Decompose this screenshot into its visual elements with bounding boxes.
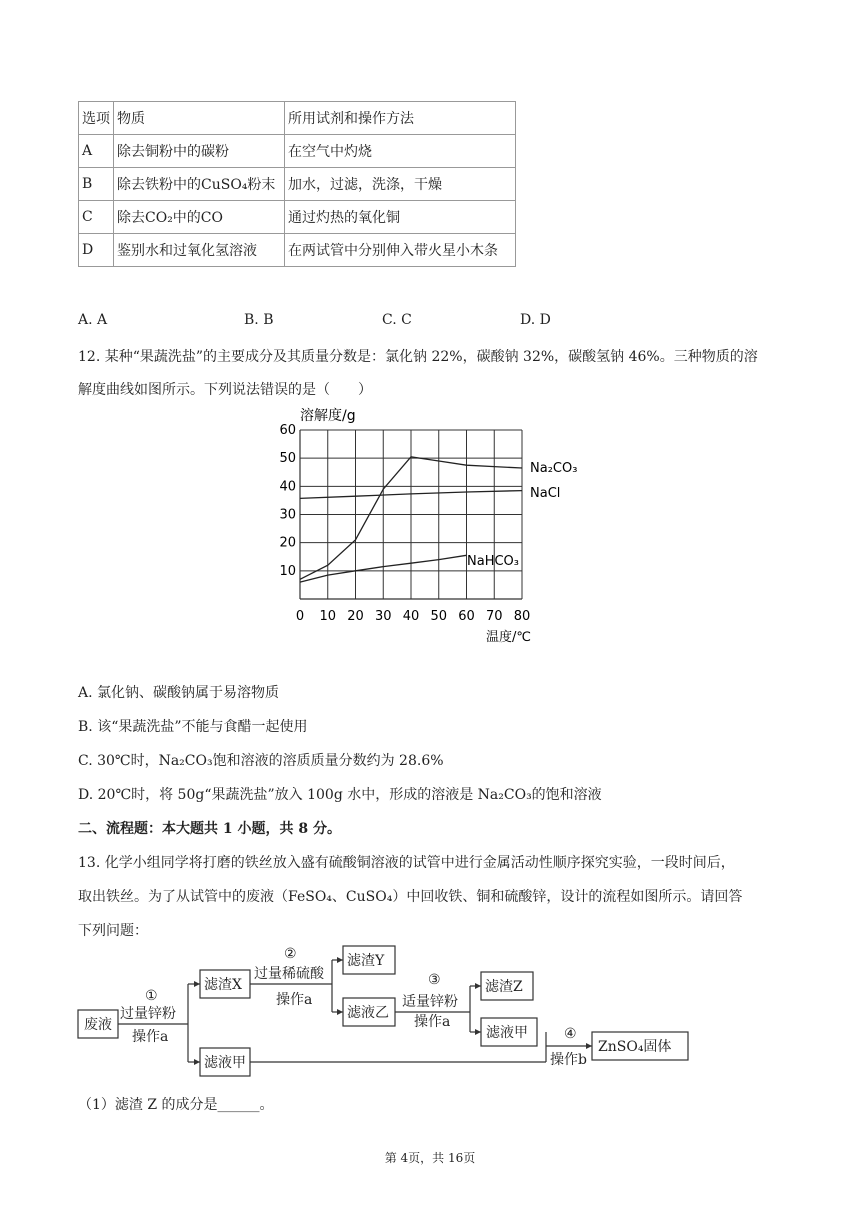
table-cell: D	[79, 234, 114, 267]
table-cell: 在空气中灼烧	[285, 135, 516, 168]
table-header-row	[79, 102, 516, 135]
chart-ylabel: 溶解度/g	[300, 408, 356, 424]
q13-line1: 13. 化学小组同学将打磨的铁丝放入盛有硫酸铜溶液的试管中进行金属活动性顺序探究实验，一段时间后，	[78, 855, 735, 871]
table-cell: C	[79, 201, 114, 234]
y-tick-label: 60	[279, 423, 296, 438]
flow-product: ZnSO₄固体	[598, 1039, 672, 1055]
q12-option-b: B. 该“果蔬洗盐”不能与食醋一起使用	[78, 719, 308, 735]
flow-filtrate-jia-bottom: 滤液甲	[204, 1055, 246, 1071]
x-tick-label: 30	[374, 609, 392, 624]
flow-residue-z: 滤渣Z	[485, 979, 523, 995]
step3-num: ③	[428, 972, 441, 988]
table-cell: 鉴别水和过氧化氢溶液	[114, 234, 285, 267]
x-tick-label: 80	[513, 609, 531, 624]
flow-residue-x: 滤渣X	[204, 977, 242, 993]
table-header-cell: 选项	[79, 102, 114, 135]
flow-residue-y: 滤渣Y	[347, 953, 385, 969]
y-tick-label: 50	[279, 451, 296, 467]
q12-option-d: D. 20℃时，将 50g“果蔬洗盐”放入 100g 水中，形成的溶液是 Na₂CO₃的饱和溶液	[78, 787, 602, 803]
q12-stem-line2: 解度曲线如图所示。下列说法错误的是（ ）	[78, 382, 372, 398]
flow-waste: 废液	[84, 1017, 112, 1033]
table-cell: 除去铁粉中的CuSO₄粉末	[114, 168, 285, 201]
flow-filtrate-yi: 滤液乙	[347, 1005, 389, 1021]
step1-op: 操作a	[132, 1029, 169, 1045]
step2-reagent: 过量稀硫酸	[254, 966, 324, 982]
table-row	[79, 135, 516, 168]
table-cell: 加水，过滤，洗涤，干燥	[285, 168, 516, 201]
table-header-cell: 物质	[114, 102, 285, 135]
table-cell: 除去CO₂中的CO	[114, 201, 285, 234]
step1-reagent: 过量锌粉	[120, 1006, 176, 1022]
table-cell: 在两试管中分别伸入带火星小木条	[285, 234, 516, 267]
step2-op: 操作a	[276, 992, 313, 1008]
x-tick-label: 40	[402, 609, 420, 624]
step4-num: ④	[564, 1026, 577, 1042]
y-tick-label: 20	[279, 535, 296, 551]
section-heading: 二、流程题：本大题共 1 小题，共 8 分。	[78, 821, 341, 837]
x-tick-label: 0	[295, 609, 305, 624]
y-tick-label: 40	[279, 479, 296, 495]
step1-num: ①	[145, 988, 158, 1004]
choice-c: C. C	[382, 312, 412, 328]
step4-op: 操作b	[550, 1052, 587, 1068]
table-cell: 除去铜粉中的碳粉	[114, 135, 285, 168]
legend-na2co3: Na₂CO₃	[530, 461, 578, 476]
table-cell: 通过灼热的氧化铜	[285, 201, 516, 234]
x-tick-label: 20	[347, 609, 364, 624]
x-tick-label: 50	[430, 609, 448, 624]
x-tick-label: 10	[319, 609, 337, 624]
chart-ticks-group	[279, 423, 530, 624]
table-row	[79, 201, 516, 234]
choice-b: B. B	[244, 312, 274, 328]
table-row	[79, 234, 516, 267]
flow-filtrate-jia-top: 滤液甲	[486, 1025, 528, 1041]
choice-a: A. A	[78, 312, 108, 328]
q13-line3: 下列问题：	[78, 923, 148, 939]
step3-reagent: 适量锌粉	[402, 994, 458, 1010]
table-header-cell: 所用试剂和操作方法	[285, 102, 516, 135]
x-tick-label: 70	[485, 609, 503, 624]
q12-stem-line1: 12. 某种“果蔬洗盐”的主要成分及其质量分数是：氯化钠 22%，碳酸钠 32%，碳酸氢钠 46%。三种物质的溶	[78, 349, 758, 365]
q13-line2: 取出铁丝。为了从试管中的废液（FeSO₄、CuSO₄）中回收铁、铜和硫酸锌，设计的流程如图所示。请回答	[78, 889, 743, 905]
table-cell: B	[79, 168, 114, 201]
x-tick-label: 60	[458, 609, 475, 624]
q13-sub1: （1）滤渣 Z 的成分是______。	[78, 1097, 274, 1113]
q12-option-a: A. 氯化钠、碳酸钠属于易溶物质	[78, 685, 280, 701]
y-tick-label: 30	[279, 507, 296, 523]
table-cell: A	[79, 135, 114, 168]
chart-xlabel: 温度/℃	[486, 630, 531, 645]
q12-option-c: C. 30℃时，Na₂CO₃饱和溶液的溶质质量分数约为 28.6%	[78, 753, 444, 769]
choice-d: D. D	[520, 312, 551, 328]
step2-num: ②	[284, 946, 297, 962]
flow-diagram	[70, 940, 710, 1090]
step3-op: 操作a	[414, 1014, 451, 1030]
options-table	[78, 101, 516, 267]
y-tick-label: 10	[279, 563, 296, 579]
page-footer: 第 4页，共 16页	[384, 1151, 476, 1165]
legend-nahco3: NaHCO₃	[467, 554, 519, 569]
solubility-chart	[260, 400, 600, 650]
legend-nacl: NaCl	[530, 486, 561, 501]
table-row	[79, 168, 516, 201]
